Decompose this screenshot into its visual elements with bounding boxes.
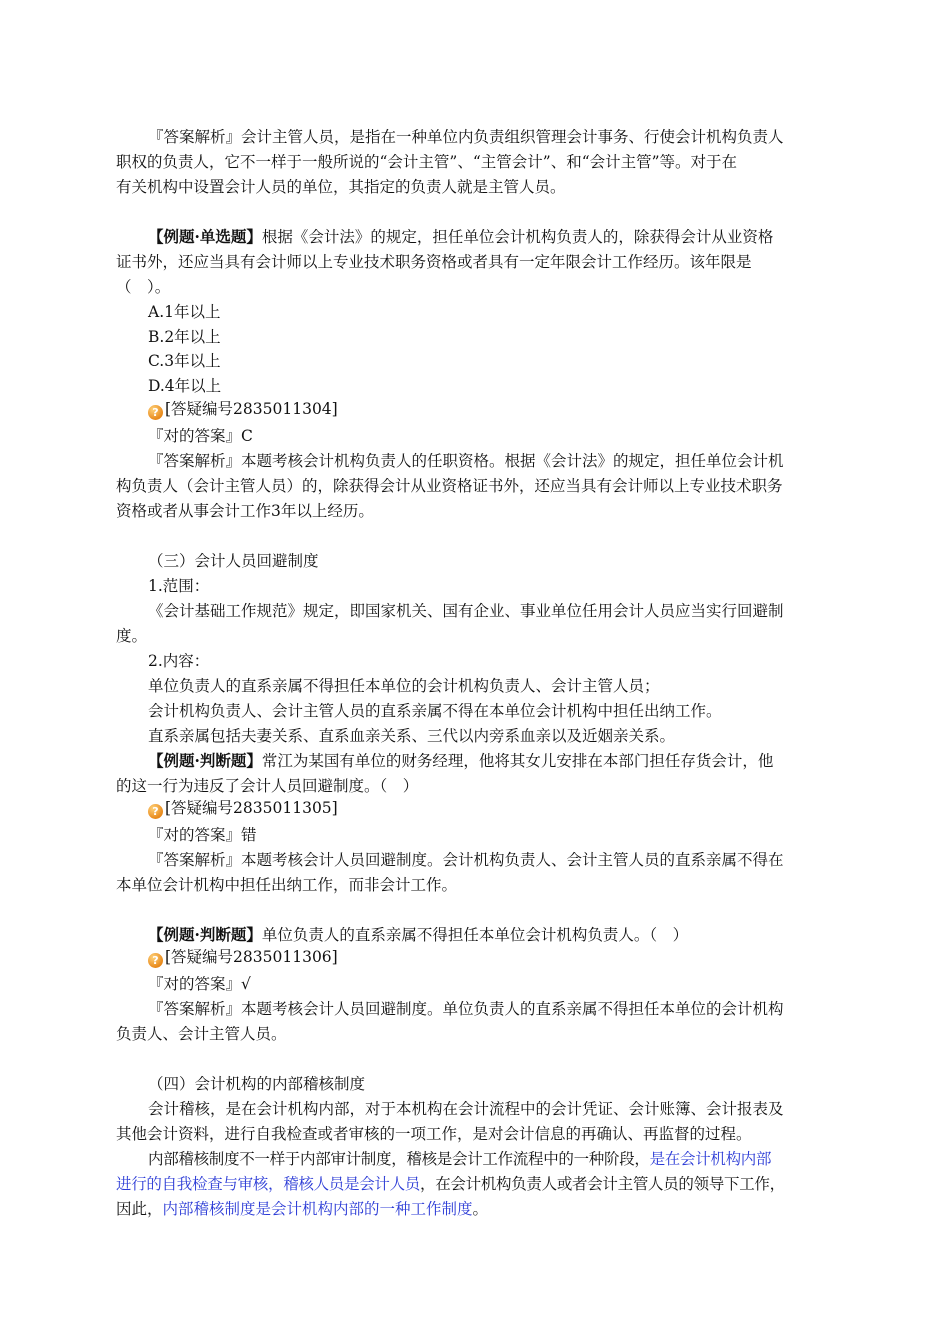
example-question xyxy=(148,924,688,946)
option-c: C.3年以上 xyxy=(148,352,221,370)
question-circle-icon[interactable]: ? xyxy=(148,804,163,819)
section-title: （四）会计机构的内部稽核制度 xyxy=(148,1075,366,1093)
body-line: 度。 xyxy=(116,627,148,645)
body-line: 会计稽核，是在会计机构内部，对于本机构在会计流程中的会计凭证、会计账簿、会计报表及 xyxy=(148,1100,784,1118)
question-text: 单位负责人的直系亲属不得担任本单位会计机构负责人。（ ） xyxy=(261,926,689,944)
question-text: 常江为某国有单位的财务经理，他将其女儿安排在本部门担任存货会计，他 xyxy=(261,752,774,770)
body-line: 单位负责人的直系亲属不得担任本单位的会计机构负责人、会计主管人员； xyxy=(148,677,660,695)
section-heading: 1.范围： xyxy=(148,577,210,595)
section-title: （三）会计人员回避制度 xyxy=(148,552,319,570)
body-line: 会计机构负责人、会计主管人员的直系亲属不得在本单位会计机构中担任出纳工作。 xyxy=(148,702,722,720)
question-id: [答疑编号2835011306] xyxy=(165,948,338,966)
highlighted-text: 内部稽核制度是会计机构内部的一种工作制度 xyxy=(162,1200,473,1218)
correct-answer: 『对的答案』错 xyxy=(148,826,257,844)
example-question xyxy=(148,750,773,772)
question-line: 证书外，还应当具有会计师以上专业技术职务资格或者具有一定年限会计工作经历。该年限是 xyxy=(116,253,752,271)
question-id-row xyxy=(148,946,338,968)
plain-text: 因此， xyxy=(116,1200,163,1218)
analysis-line: 资格或者从事会计工作3年以上经历。 xyxy=(116,502,374,520)
highlighted-text: 是在会计机构内部 xyxy=(649,1150,772,1168)
analysis-line: 构负责人（会计主管人员）的，除获得会计从业资格证书外，还应当具有会计师以上专业技术职务 xyxy=(116,477,783,495)
body-line: 直系亲属包括夫妻关系、直系血亲关系、三代以内旁系血亲以及近姻亲关系。 xyxy=(148,727,676,745)
section-heading: 2.内容： xyxy=(148,652,210,670)
question-id-row xyxy=(148,398,338,420)
option-a: A.1年以上 xyxy=(148,303,221,321)
question-text: 根据《会计法》的规定，担任单位会计机构负责人的，除获得会计从业资格 xyxy=(261,228,774,246)
body-line: 其他会计资料，进行自我检查或者审核的一项工作，是对会计信息的再确认、再监督的过程。 xyxy=(116,1125,752,1143)
example-tag: 【例题·判断题】 xyxy=(148,925,262,944)
option-d: D.4年以上 xyxy=(148,377,222,395)
question-id-row xyxy=(148,797,338,819)
analysis-line: 职权的负责人，它不一样于一般所说的“会计主管”、“主管会计”、和“会计主管”等。对于在 xyxy=(116,153,738,171)
plain-text: ，在会计机构负责人或者会计主管人员的领导下工作， xyxy=(420,1175,785,1193)
question-circle-icon[interactable]: ? xyxy=(148,405,163,420)
example-tag: 【例题·单选题】 xyxy=(148,227,262,246)
analysis-line: 有关机构中设置会计人员的单位，其指定的负责人就是主管人员。 xyxy=(116,178,566,196)
body-line: 《会计基础工作规范》规定，即国家机关、国有企业、事业单位任用会计人员应当实行回避制 xyxy=(148,602,784,620)
analysis-line: 负责人、会计主管人员。 xyxy=(116,1025,287,1043)
analysis-line: 『答案解析』会计主管人员，是指在一种单位内负责组织管理会计事务、行使会计机构负责人 xyxy=(148,128,784,146)
question-line: 的这一行为违反了会计人员回避制度。（ ） xyxy=(116,777,419,795)
highlighted-text: 进行的自我检查与审核，稽核人员是会计人员 xyxy=(116,1175,421,1193)
correct-answer: 『对的答案』√ xyxy=(148,975,251,993)
analysis-line: 『答案解析』本题考核会计人员回避制度。单位负责人的直系亲属不得担任本单位的会计机构 xyxy=(148,1000,784,1018)
plain-text: 。 xyxy=(472,1200,489,1218)
body-line xyxy=(116,1198,488,1220)
body-line xyxy=(116,1173,785,1195)
question-circle-icon[interactable]: ? xyxy=(148,953,163,968)
question-line: （ ）。 xyxy=(116,278,171,296)
correct-answer: 『对的答案』C xyxy=(148,427,253,445)
analysis-line: 『答案解析』本题考核会计人员回避制度。会计机构负责人、会计主管人员的直系亲属不得在 xyxy=(148,851,784,869)
plain-text: 内部稽核制度不一样于内部审计制度，稽核是会计工作流程中的一种阶段， xyxy=(148,1150,650,1168)
question-id: [答疑编号2835011305] xyxy=(165,799,338,817)
example-question xyxy=(148,226,773,248)
example-tag: 【例题·判断题】 xyxy=(148,751,262,770)
option-b: B.2年以上 xyxy=(148,328,221,346)
analysis-line: 『答案解析』本题考核会计机构负责人的任职资格。根据《会计法》的规定，担任单位会计机 xyxy=(148,452,784,470)
analysis-line: 本单位会计机构中担任出纳工作，而非会计工作。 xyxy=(116,876,458,894)
body-line xyxy=(148,1148,771,1170)
question-id: [答疑编号2835011304] xyxy=(165,400,338,418)
